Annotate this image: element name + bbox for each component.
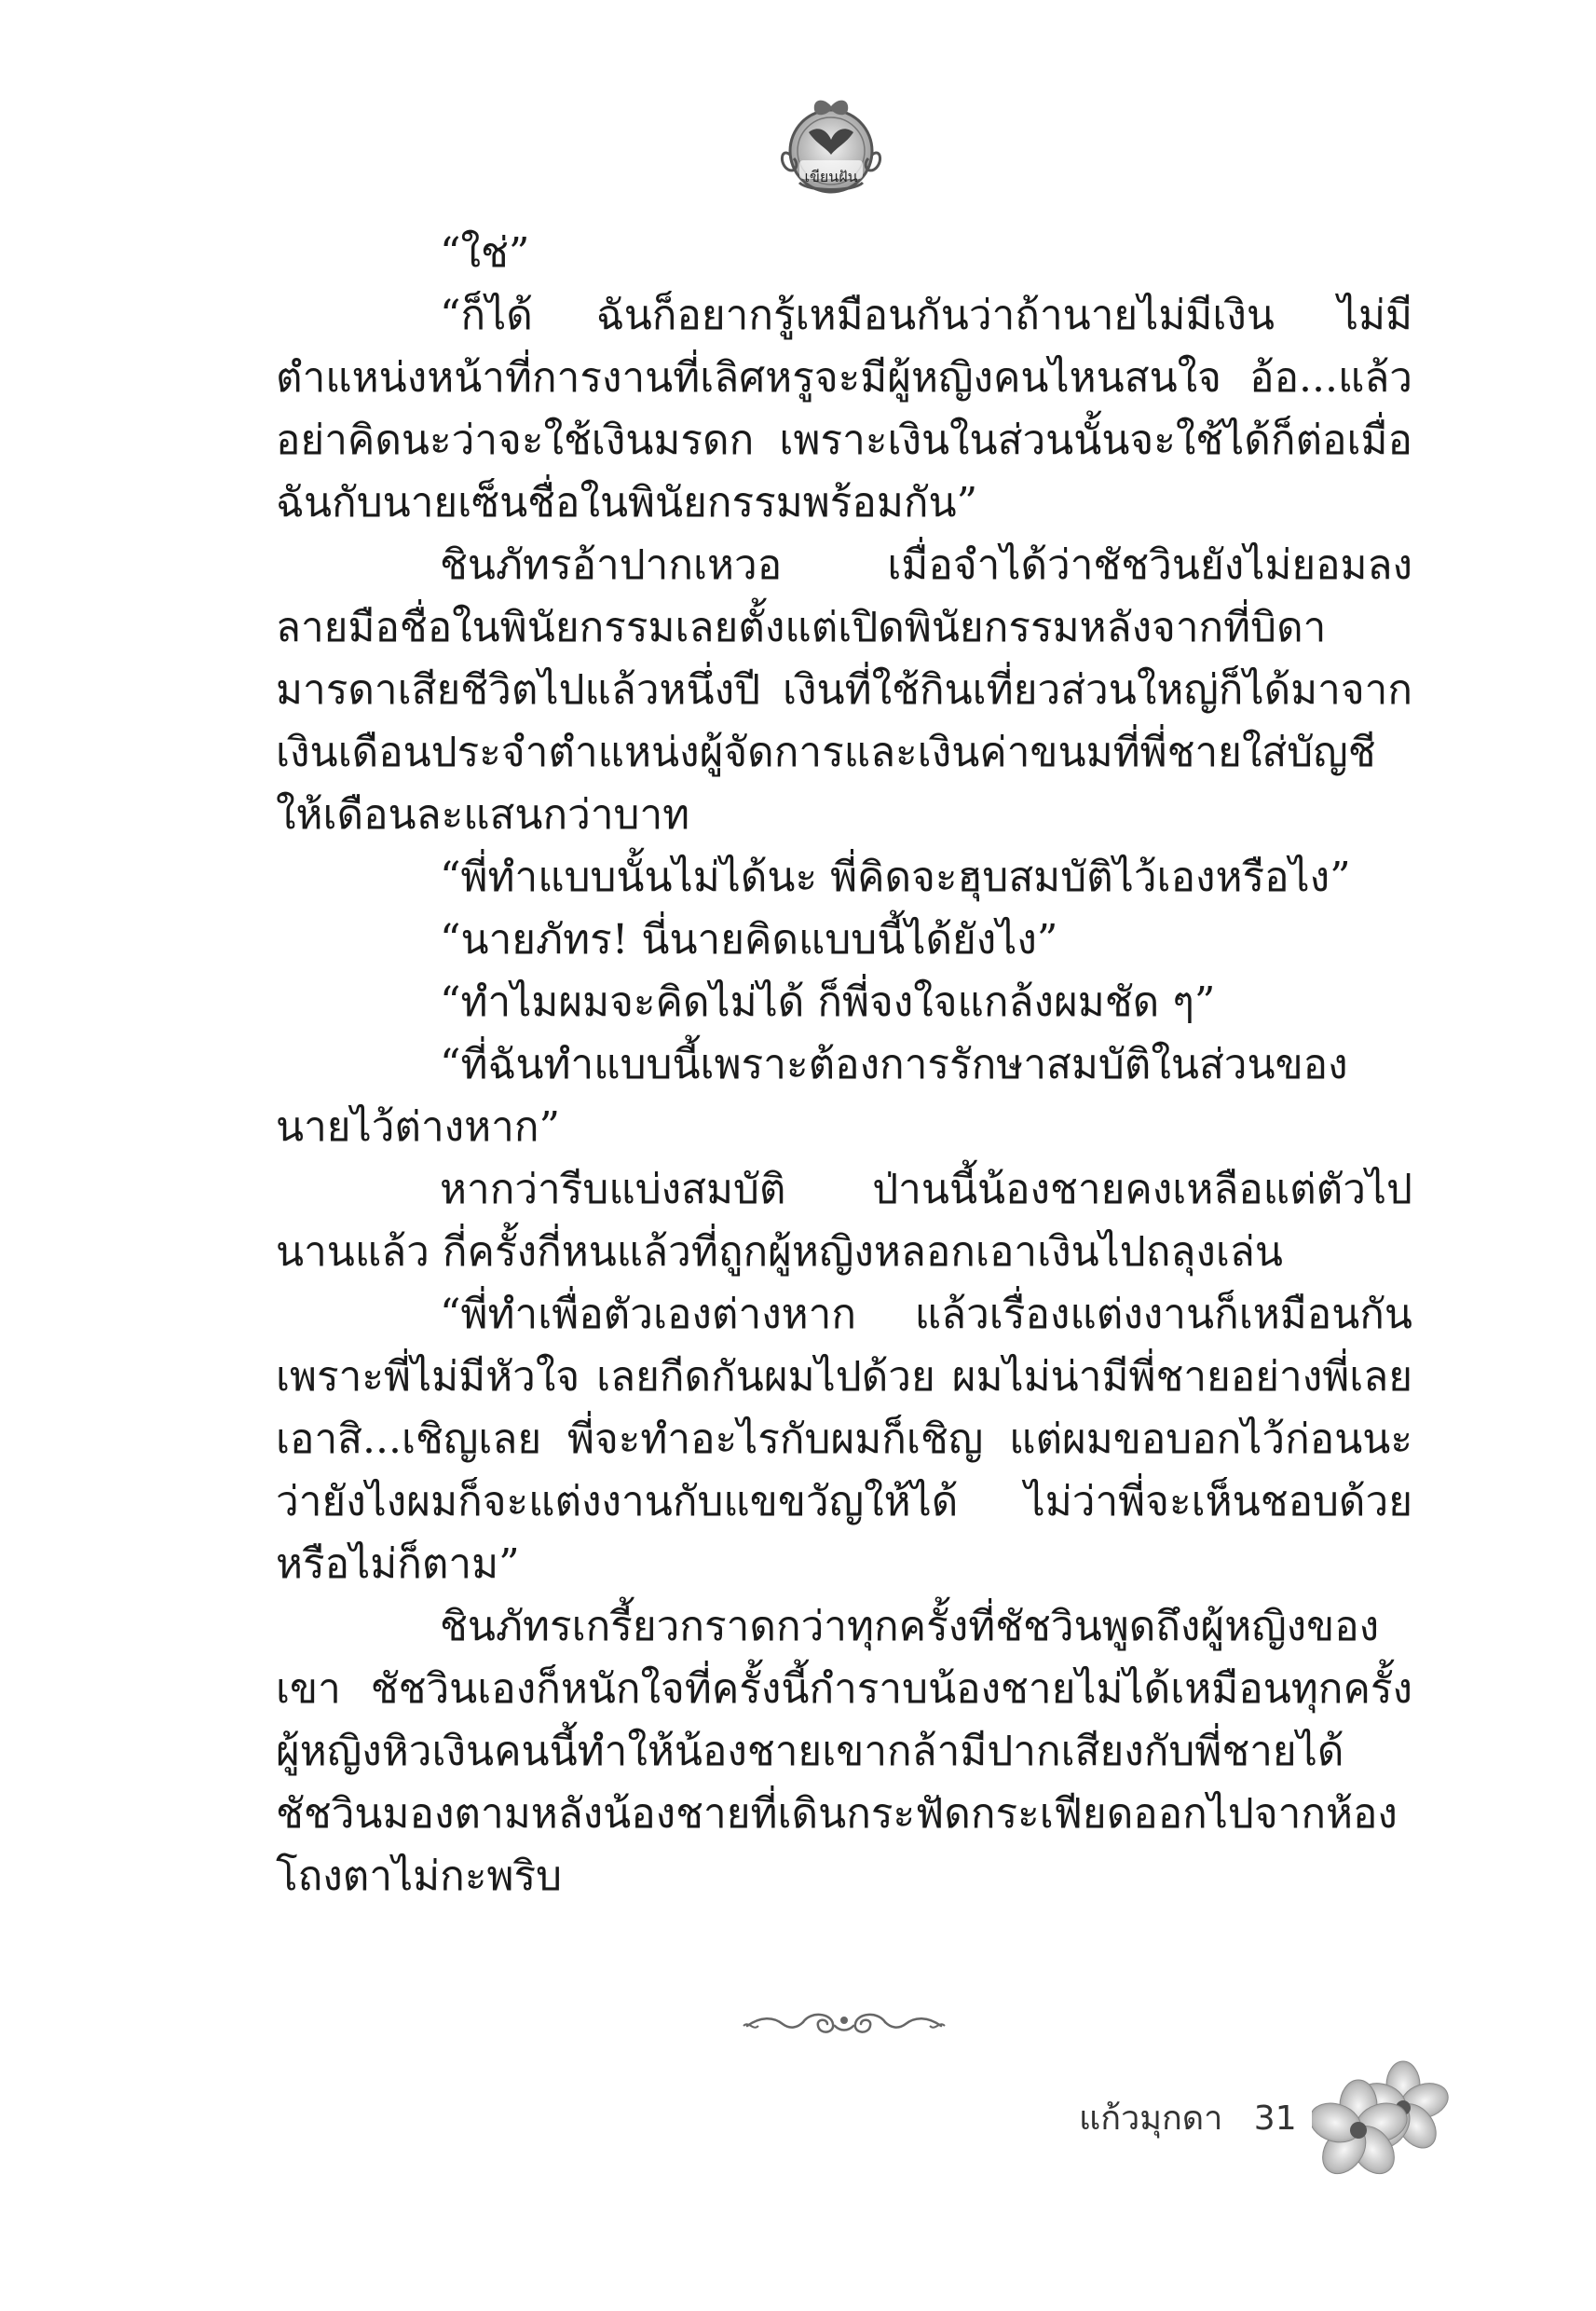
- paragraph: ชินภัทรเกรี้ยวกราดกว่าทุกครั้งที่ชัชวินพูดถึงผู้หญิงของเขา ชัชวินเองก็หนักใจที่ครั้งนี้กำราบน้องชายไม่ได้เหมือนทุกครั้ง ผู้หญิงหิวเงินคนนี้ทำให้น้องชายเขากล้ามีปากเสียงกับพี่ชายได้ ชัชวินมองตามหลังน้องชายที่เดินกระฟัดกระเฟียดออกไปจากห้องโถงตาไม่กะพริบ: [276, 1603, 1412, 1900]
- header-logo: [771, 89, 891, 209]
- flower-decoration-icon: [1312, 2058, 1452, 2179]
- paragraph: “ใช่”: [440, 229, 530, 277]
- paragraph: “ทำไมผมจะคิดไม่ได้ ก็พี่จงใจแกล้งผมชัด ๆ”: [440, 978, 1216, 1026]
- paragraph: หากว่ารีบแบ่งสมบัติ ป่านนี้น้องชายคงเหลือแต่ตัวไปนานแล้ว กี่ครั้งกี่หนแล้วที่ถูกผู้หญิงหลอกเอาเงินไปถลุงเล่น: [276, 1166, 1412, 1276]
- scroll-ornament-icon: [742, 2003, 947, 2041]
- paragraph: ชินภัทรอ้าปากเหวอ เมื่อจำได้ว่าชัชวินยังไม่ยอมลงลายมือชื่อในพินัยกรรมเลยตั้งแต่เปิดพินัยกรรมหลังจากที่บิดามารดาเสียชีวิตไปแล้วหนึ่งปี เงินที่ใช้กินเที่ยวส่วนใหญ่ก็ได้มาจากเงินเดือนประจำตำแหน่งผู้จัดการและเงินค่าขนมที่พี่ชายใส่บัญชีให้เดือนละแสนกว่าบาท: [276, 541, 1412, 839]
- book-title: แก้วมุกดา: [1079, 2099, 1223, 2138]
- page-number: 31: [1253, 2099, 1297, 2138]
- paragraph: “นายภัทร! นี่นายคิดแบบนี้ได้ยังไง”: [440, 916, 1058, 964]
- page-footer: [1079, 2091, 1297, 2144]
- paragraph: “พี่ทำแบบนั้นไม่ได้นะ พี่คิดจะฮุบสมบัติไว้เองหรือไง”: [440, 854, 1351, 901]
- divider-ornament: [742, 2003, 947, 2041]
- logo-text: เขียนฝัน: [804, 168, 858, 185]
- ornamental-crest-icon: [771, 89, 891, 209]
- paragraph: “ที่ฉันทำแบบนี้เพราะต้องการรักษาสมบัติในส่วนของนายไว้ต่างหาก”: [276, 1041, 1348, 1151]
- paragraph: “พี่ทำเพื่อตัวเองต่างหาก แล้วเรื่องแต่งงานก็เหมือนกันเพราะพี่ไม่มีหัวใจ เลยกีดกันผมไปด้วย ผมไม่น่ามีพี่ชายอย่างพี่เลยเอาสิ...เชิญเลย พี่จะทำอะไรกับผมก็เชิญ แต่ผมขอบอกไว้ก่อนนะว่ายังไงผมก็จะแต่งงานกับแขขวัญให้ได้ ไม่ว่าพี่จะเห็นชอบด้วยหรือไม่ก็ตาม”: [276, 1291, 1412, 1588]
- paragraph: “ก็ได้ ฉันก็อยากรู้เหมือนกันว่าถ้านายไม่มีเงิน ไม่มีตำแหน่งหน้าที่การงานที่เลิศหรูจะมีผู้หญิงคนไหนสนใจ อ้อ...แล้วอย่าคิดนะว่าจะใช้เงินมรดก เพราะเงินในส่วนนั้นจะใช้ได้ก็ต่อเมื่อฉันกับนายเซ็นชื่อในพินัยกรรมพร้อมกัน”: [276, 292, 1412, 526]
- body-text: [276, 222, 1412, 1908]
- flower-decoration: [1312, 2058, 1452, 2179]
